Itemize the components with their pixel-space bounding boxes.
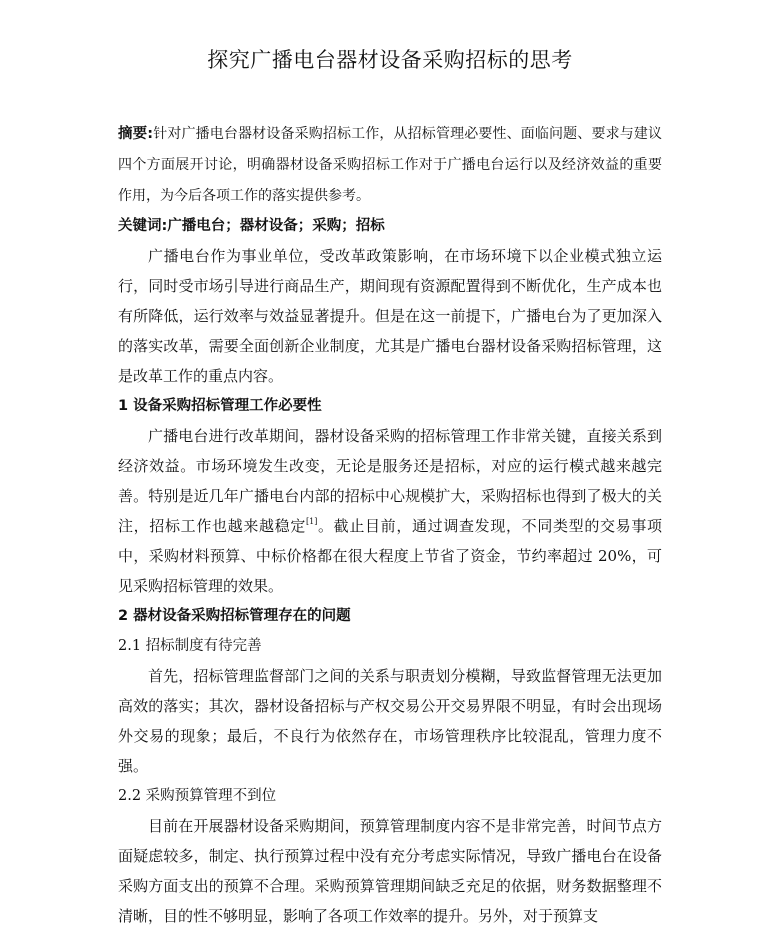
keywords-label: 关键词: bbox=[118, 218, 168, 234]
citation-ref[interactable]: [1] bbox=[306, 517, 318, 526]
intro-paragraph: 广播电台作为事业单位，受改革政策影响，在市场环境下以企业模式独立运行，同时受市场引导进行商品生产，期间现有资源配置得到不断优化，生产成本也有所降低，运行效率与效益显著提升。但是在这一前提下，广播电台为了更加深入的落实改革，需要全面创新企业制度，尤其是广播电台器材设备采购招标管理，这是改革工作的重点内容。 bbox=[118, 247, 662, 385]
section-2-1-heading: 2.1 招标制度有待完善 bbox=[118, 638, 262, 654]
section-2-heading: 2 器材设备采购招标管理存在的问题 bbox=[118, 608, 351, 624]
abstract-label: 摘要: bbox=[118, 126, 154, 142]
section-1-text-a: 广播电台进行改革期间，器材设备采购的招标管理工作非常关键，直接关系到经济效益。市场环境发生改变，无论是服务还是招标，对应的运行模式越来越完善。特别是近几年广播电台内部的招标中心规模扩大，采购招标也得到了极大的关注，招标工作也越来越稳定 bbox=[118, 427, 662, 535]
abstract bbox=[118, 119, 662, 212]
paper-title: 探究广播电台器材设备采购招标的思考 bbox=[207, 48, 573, 72]
section-2-2-heading: 2.2 采购预算管理不到位 bbox=[118, 788, 277, 804]
keywords bbox=[118, 212, 662, 241]
section-1-paragraph bbox=[118, 421, 662, 601]
section-2-1-paragraph: 首先，招标管理监督部门之间的关系与职责划分模糊，导致监督管理无法更加高效的落实；其次，器材设备招标与产权交易公开交易界限不明显，有时会出现场外交易的现象；最后，不良行为依然存在，市场管理秩序比较混乱，管理力度不强。 bbox=[118, 667, 662, 775]
keywords-text: 广播电台；器材设备；采购；招标 bbox=[167, 218, 385, 234]
paper-body bbox=[118, 122, 662, 931]
section-2-2-paragraph: 目前在开展器材设备采购期间，预算管理制度内容不是非常完善，时间节点方面疑虑较多，制定、执行预算过程中没有充分考虑实际情况，导致广播电台在设备采购方面支出的预算不合理。采购预算管理期间缺乏充足的依据，财务数据整理不清晰，目的性不够明显，影响了各项工作效率的提升。另外，对于预算支 bbox=[118, 817, 662, 925]
section-1-text-b: 。截止目前，通过调查发现，不同类型的交易事项中，采购材料预算、中标价格都在很大程度上节省了资金，节约率超过 20%，可见采购招标管理的效果。 bbox=[118, 517, 662, 595]
abstract-text: 针对广播电台器材设备采购招标工作，从招标管理必要性、面临问题、要求与建议四个方面展开讨论，明确器材设备采购招标工作对于广播电台运行以及经济效益的重要作用，为今后各项工作的落实提供参考。 bbox=[118, 126, 662, 204]
section-1-heading: 1 设备采购招标管理工作必要性 bbox=[118, 398, 322, 414]
